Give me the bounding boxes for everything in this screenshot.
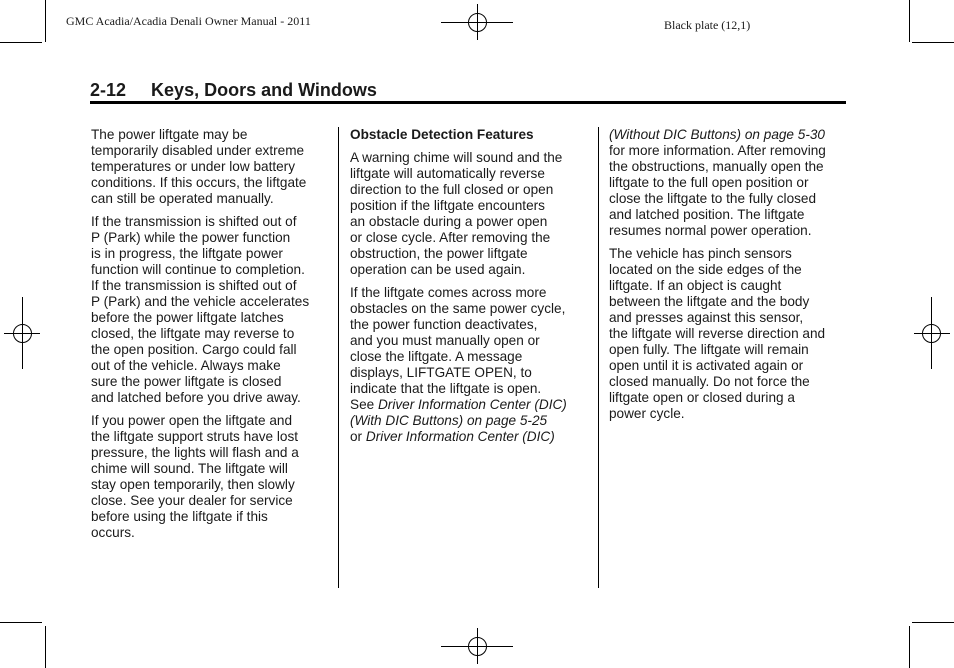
paragraph-transmission: [91, 214, 331, 406]
text-line: temporarily disabled under extreme: [91, 143, 305, 158]
text-line: displays, LIFTGATE OPEN, to: [350, 365, 532, 380]
text-line: the power function deactivates,: [350, 317, 538, 332]
text-line: power cycle.: [609, 406, 685, 421]
section-number: 2-12: [90, 80, 127, 100]
text-line: out of the vehicle. Always make: [91, 358, 281, 373]
text-line: P (Park) while the power function: [91, 230, 291, 245]
text-line: open fully. The liftgate will remain: [609, 342, 809, 357]
plate-label: Black plate (12,1): [664, 18, 751, 32]
text-line: P (Park) and the vehicle accelerates: [91, 294, 310, 309]
text-line: and presses against this sensor,: [609, 310, 804, 325]
text-line: function will continue to completion.: [91, 262, 305, 277]
text-line: the open position. Cargo could fall: [91, 342, 297, 357]
text-line: located on the side edges of the: [609, 262, 802, 277]
manual-title: GMC Acadia/Acadia Denali Owner Manual - 2011: [66, 14, 311, 28]
text-line: the liftgate support struts have lost: [91, 429, 299, 444]
dic-reference-link-2[interactable]: Driver Information Center (DIC): [365, 429, 555, 444]
text-line: The vehicle has pinch sensors: [609, 246, 792, 261]
text-line: If you power open the liftgate and: [91, 413, 293, 428]
text-line: close. See your dealer for service: [91, 493, 293, 508]
text-line: and latched position. The liftgate: [609, 207, 805, 222]
text-line: an obstacle during a power open: [350, 214, 548, 229]
text-line: the obstructions, manually open the: [609, 159, 824, 174]
text-line: [350, 397, 590, 413]
text-line: sure the power liftgate is closed: [91, 374, 282, 389]
text-line: obstruction, the power liftgate: [350, 246, 528, 261]
paragraph-more-information: [609, 127, 849, 239]
text-line: If the transmission is shifted out of: [91, 214, 297, 229]
column-divider-2: [598, 127, 599, 588]
see-text: See: [350, 397, 378, 412]
text-line: If the transmission is shifted out of: [91, 278, 297, 293]
paragraph-temp-disable: [91, 127, 331, 207]
text-line: stay open temporarily, then slowly: [91, 477, 295, 492]
text-line: conditions. If this occurs, the liftgate: [91, 175, 307, 190]
text-line: obstacles on the same power cycle,: [350, 301, 566, 316]
text-line: direction to the full closed or open: [350, 182, 554, 197]
text-line: between the liftgate and the body: [609, 294, 810, 309]
section-heading: [90, 80, 377, 101]
text-line: for more information. After removing: [609, 143, 826, 158]
text-line: or close cycle. After removing the: [350, 230, 551, 245]
text-line: open until it is activated again or: [609, 358, 804, 373]
text-line: closed, the liftgate may reverse to: [91, 326, 295, 341]
column-2: [350, 127, 590, 452]
text-line: and you must manually open or: [350, 333, 540, 348]
text-line: [350, 429, 590, 445]
heading-rule: [90, 101, 846, 104]
section-title: Keys, Doors and Windows: [151, 80, 377, 100]
text-line: closed manually. Do not force the: [609, 374, 810, 389]
paragraph-warning-chime: [350, 150, 590, 278]
column-3: [609, 127, 849, 429]
text-line: operation can be used again.: [350, 262, 526, 277]
text-line: before using the liftgate if this: [91, 509, 268, 524]
text-line: is in progress, the liftgate power: [91, 246, 283, 261]
text-line: before the power liftgate latches: [91, 310, 284, 325]
text-line: resumes normal power operation.: [609, 223, 812, 238]
obstacle-detection-heading: Obstacle Detection Features: [350, 127, 534, 142]
paragraph-pinch-sensors: [609, 246, 849, 422]
dic-reference-link-cont[interactable]: (With DIC Buttons) on page 5-25: [350, 413, 548, 428]
text-line: position if the liftgate encounters: [350, 198, 545, 213]
text-line: liftgate will automatically reverse: [350, 166, 545, 181]
text-line: and latched before you drive away.: [91, 390, 301, 405]
text-line: chime will sound. The liftgate will: [91, 461, 288, 476]
column-1: [91, 127, 331, 548]
text-line: liftgate open or closed during a: [609, 390, 795, 405]
text-line: [350, 413, 590, 429]
or-text: or: [350, 429, 366, 444]
paragraph-struts: [91, 413, 331, 541]
dic-reference-link-2-cont[interactable]: (Without DIC Buttons) on page 5-30: [609, 127, 825, 142]
paragraph-more-obstacles: [350, 285, 590, 445]
text-line: occurs.: [91, 525, 135, 540]
text-line: temperatures or under low battery: [91, 159, 296, 174]
text-line: pressure, the lights will flash and a: [91, 445, 299, 460]
text-line: indicate that the liftgate is open.: [350, 381, 542, 396]
text-line: [609, 127, 849, 143]
text-line: liftgate. If an object is caught: [609, 278, 782, 293]
column-divider-1: [338, 127, 339, 588]
text-line: close the liftgate to the fully closed: [609, 191, 817, 206]
text-line: The power liftgate may be: [91, 127, 248, 142]
text-line: If the liftgate comes across more: [350, 285, 547, 300]
text-line: A warning chime will sound and the: [350, 150, 563, 165]
text-line: can still be operated manually.: [91, 191, 274, 206]
text-line: close the liftgate. A message: [350, 349, 523, 364]
dic-reference-link[interactable]: Driver Information Center (DIC): [377, 397, 567, 412]
text-line: liftgate to the full open position or: [609, 175, 809, 190]
text-line: the liftgate will reverse direction and: [609, 326, 826, 341]
